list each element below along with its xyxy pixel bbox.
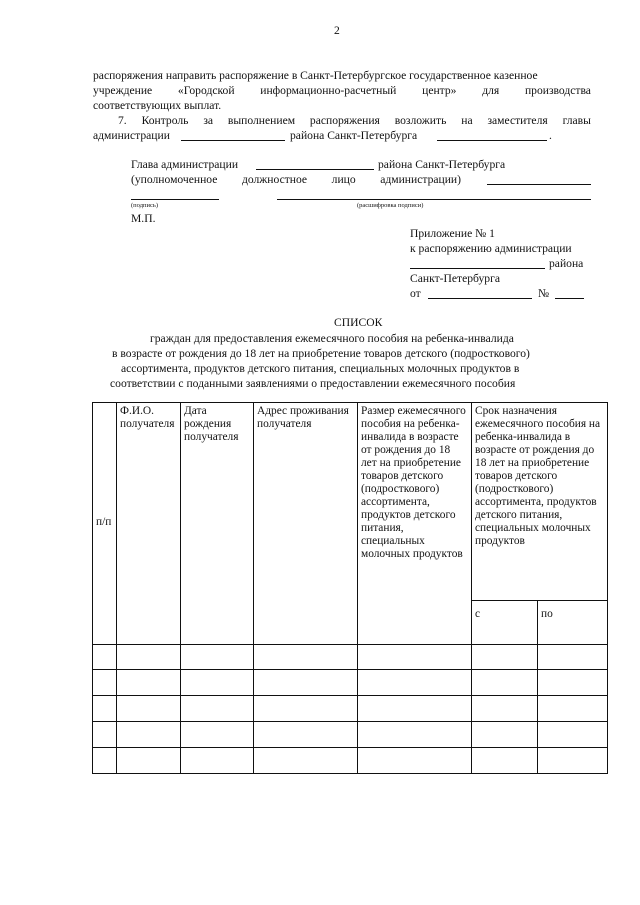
signature-decode-line [277,199,591,200]
table-cell [358,670,472,696]
header-period: Срок назначения ежемесячного пособия на ребенка-инвалида в возрасте от рождения до 18 лет на приобретение товаров детского (подросткового) ассортимента, продуктов детского питания, специальных молочных продуктов [472,403,608,601]
signature-role-line [487,184,591,185]
table-cell [472,696,538,722]
table-row [93,670,608,696]
appendix-date-line [428,298,532,299]
signature-title: Глава администрации [131,158,239,171]
table-row [93,696,608,722]
header-birth-date: Дата рождения получателя [181,403,254,645]
appendix-district-line [410,268,545,269]
blank-district-line [181,140,285,141]
list-subtitle-2: в возрасте от рождения до 18 лет на приобретение товаров детского (подросткового) [112,347,530,360]
table-cell [538,670,608,696]
appendix-district: района [549,257,584,270]
table-cell [254,670,358,696]
appendix-city: Санкт-Петербурга [410,272,500,285]
table-cell [181,748,254,774]
table-cell [254,748,358,774]
signature-decode-caption: (расшифровка подписи) [357,202,424,209]
signature-role: (уполномоченное должностное лицо администрации) [131,173,461,186]
page-number: 2 [334,24,340,37]
blank-deputy-line [437,140,547,141]
table-cell [117,670,181,696]
appendix-number: Приложение № 1 [410,227,495,240]
table-cell [117,722,181,748]
recipients-table [92,402,608,774]
signature-district: района Санкт-Петербурга [378,158,506,171]
header-period-to: по [538,601,608,645]
list-title: СПИСОК [334,316,383,329]
table-cell [181,722,254,748]
table-cell [472,670,538,696]
paragraph-7-line-2a: администрации [93,129,170,142]
appendix-date-label: от [410,287,421,300]
table-cell [117,645,181,670]
table-cell [93,748,117,774]
table-cell [181,670,254,696]
paragraph-7-line-1: 7. Контроль за выполнением распоряжения возложить на заместителя главы [118,114,591,127]
table-cell [358,748,472,774]
table-cell [358,696,472,722]
table-cell [538,722,608,748]
table-cell [181,696,254,722]
paragraph-7-line-2b: района Санкт-Петербурга [290,129,418,142]
table-cell [93,670,117,696]
paragraph-continued-line-3: соответствующих выплат. [93,99,222,112]
header-fio: Ф.И.О. получателя [117,403,181,645]
table-cell [472,722,538,748]
list-subtitle-4: соответствии с поданными заявлениями о предоставлении ежемесячного пособия [110,377,516,390]
table-cell [538,748,608,774]
list-subtitle-1: граждан для предоставления ежемесячного пособия на ребенка-инвалида [150,332,514,345]
table-cell [93,722,117,748]
table-row [93,645,608,670]
table-cell [358,722,472,748]
header-period-from: с [472,601,538,645]
stamp-place: М.П. [131,212,156,225]
table-cell [538,645,608,670]
table-cell [93,645,117,670]
appendix-number-line [555,298,584,299]
appendix-order: к распоряжению администрации [410,242,572,255]
table-row [93,748,608,774]
header-number: п/п [93,403,117,645]
signature-line [131,199,219,200]
table-cell [254,645,358,670]
table-cell [472,645,538,670]
list-subtitle-3: ассортимента, продуктов детского питания, специальных молочных продуктов в [121,362,520,375]
table-cell [181,645,254,670]
table-cell [117,696,181,722]
appendix-number-label: № [538,287,550,300]
table-cell [358,645,472,670]
table-cell [538,696,608,722]
table-cell [117,748,181,774]
table-cell [254,696,358,722]
table-cell [472,748,538,774]
header-address: Адрес проживания получателя [254,403,358,645]
signature-district-line [256,169,374,170]
paragraph-continued-line-2: учреждение «Городской информационно-расчетный центр» для производства [93,84,591,97]
table-cell [93,696,117,722]
paragraph-7-line-2c: . [549,129,552,142]
signature-caption: (подпись) [131,202,158,209]
table-row [93,722,608,748]
paragraph-continued-line-1: распоряжения направить распоряжение в Санкт-Петербургское государственное казенное [93,69,538,82]
table-cell [254,722,358,748]
header-amount: Размер ежемесячного пособия на ребенка-инвалида в возрасте от рождения до 18 лет на приобретение товаров детского (подросткового) ассортимента, продуктов детского питания, специальных молочных продуктов [358,403,472,645]
